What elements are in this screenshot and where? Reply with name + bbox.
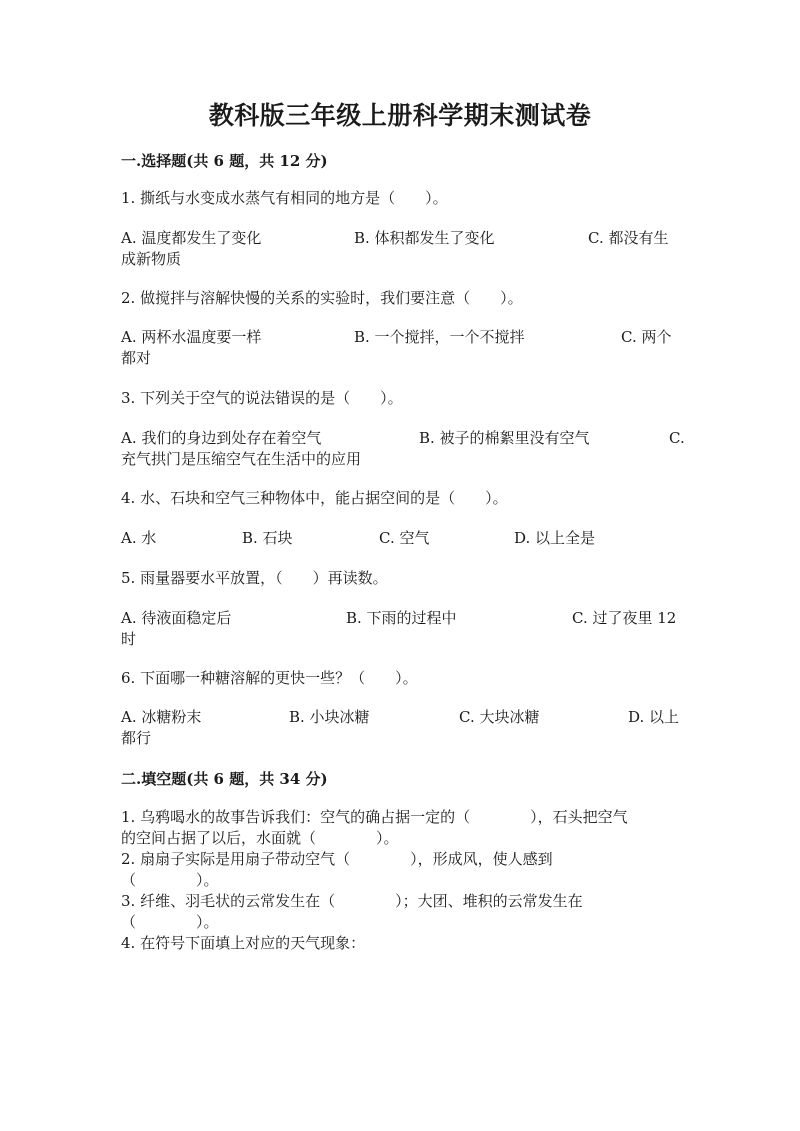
option-c: C. 两个 (621, 328, 672, 346)
fill-question-1-line-1: 1. 乌鸦喝水的故事告诉我们：空气的确占据一定的（ ），石头把空气 (121, 808, 628, 826)
option-a: A. 温度都发生了变化 (121, 229, 262, 247)
option-wrap: 都行 (121, 729, 152, 747)
option-a: A. 待液面稳定后 (121, 609, 232, 627)
option-wrap: 成新物质 (121, 250, 182, 268)
option-b: B. 小块冰糖 (289, 708, 370, 726)
option-d: D. 以上全是 (514, 529, 596, 547)
option-wrap: 都对 (121, 349, 152, 367)
option-a: A. 水 (121, 529, 157, 547)
question-3-stem: 3. 下列关于空气的说法错误的是（ ）。 (121, 389, 403, 407)
fill-question-3-line-1: 3. 纤维、羽毛状的云常发生在（ ）；大团、堆积的云常发生在 (121, 892, 583, 910)
fill-question-1-line-2: 的空间占据了以后，水面就（ ）。 (121, 829, 399, 847)
option-b: B. 被子的棉絮里没有空气 (419, 429, 590, 447)
page-title: 教科版三年级上册科学期末测试卷 (208, 101, 592, 130)
question-2-options (121, 327, 683, 369)
option-c: C. 大块冰糖 (459, 708, 540, 726)
option-wrap: 时 (121, 630, 137, 648)
option-b: B. 石块 (242, 529, 293, 547)
option-b: B. 体积都发生了变化 (354, 229, 495, 247)
option-c: C. 空气 (379, 529, 430, 547)
fill-question-4-line-1: 4. 在符号下面填上对应的天气现象： (121, 934, 366, 952)
option-b: B. 下雨的过程中 (346, 609, 457, 627)
question-6-options (121, 707, 683, 749)
option-a: A. 我们的身边到处存在着空气 (121, 429, 322, 447)
section-heading-choice: 一.选择题(共 6 题，共 12 分) (121, 152, 328, 170)
fill-question-2-line-1: 2. 扇扇子实际是用扇子带动空气（ ），形成风，使人感到 (121, 850, 553, 868)
question-5-stem: 5. 雨量器要水平放置，（ ）再读数。 (121, 569, 388, 587)
option-wrap: 充气拱门是压缩空气在生活中的应用 (121, 450, 362, 468)
question-6-stem: 6. 下面哪一种糖溶解的更快一些？（ ）。 (121, 669, 418, 687)
fill-question-2-line-2: （ ）。 (121, 871, 219, 889)
question-4-stem: 4. 水、石块和空气三种物体中，能占据空间的是（ ）。 (121, 489, 508, 507)
question-5-options (121, 608, 683, 650)
option-a: A. 两杯水温度要一样 (121, 328, 262, 346)
question-4-options (121, 528, 683, 549)
option-d: D. 以上 (628, 708, 680, 726)
option-a: A. 冰糖粉末 (121, 708, 202, 726)
fill-question-3-line-2: （ ）。 (121, 913, 219, 931)
option-c: C. (669, 429, 685, 447)
section-heading-fill: 二.填空题(共 6 题，共 34 分) (121, 770, 328, 788)
option-c: C. 都没有生 (588, 229, 669, 247)
question-3-options (121, 428, 683, 470)
question-2-stem: 2. 做搅拌与溶解快慢的关系的实验时，我们要注意（ ）。 (121, 289, 523, 307)
option-c: C. 过了夜里 12 (572, 609, 677, 627)
option-b: B. 一个搅拌，一个不搅拌 (354, 328, 525, 346)
question-1-stem: 1. 撕纸与水变成水蒸气有相同的地方是（ ）。 (121, 189, 448, 207)
question-1-options (121, 228, 683, 270)
